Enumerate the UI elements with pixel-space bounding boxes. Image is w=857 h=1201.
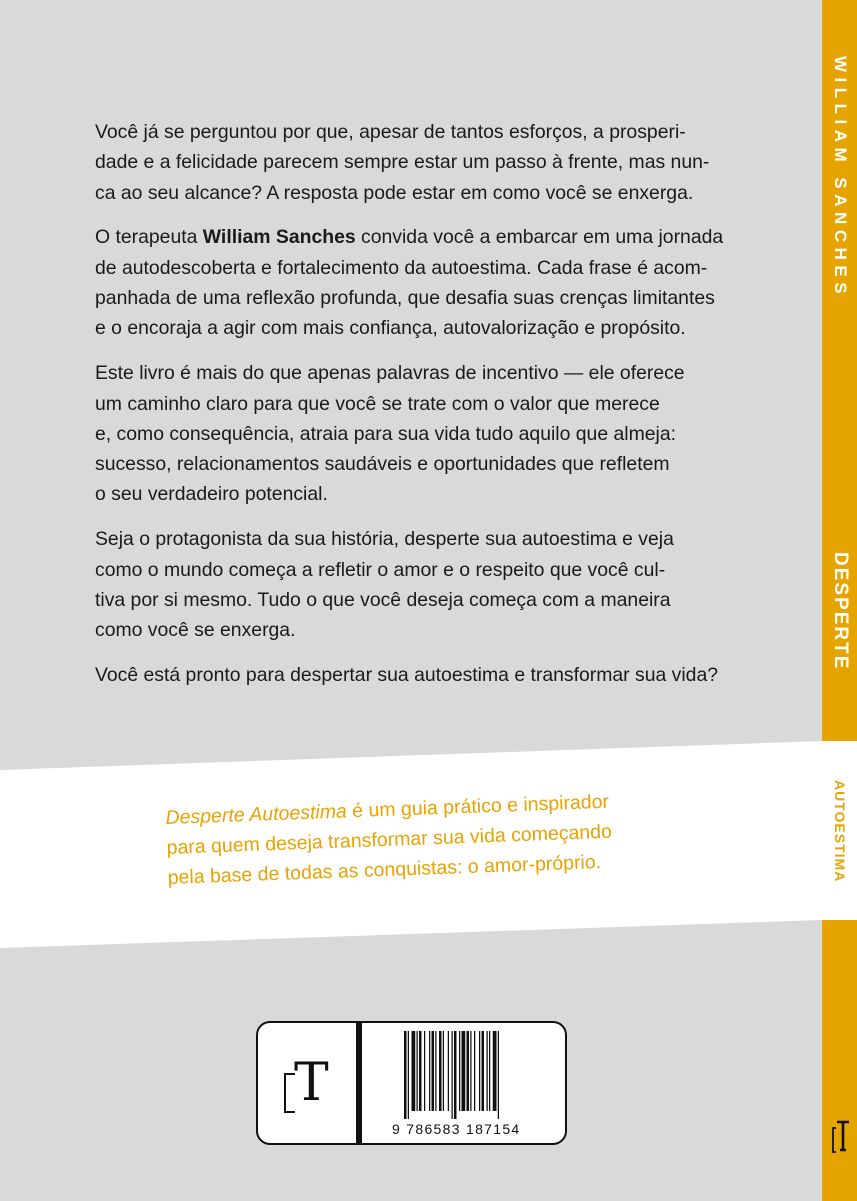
spine-publisher-logo-icon — [831, 1118, 851, 1154]
barcode-bar — [489, 1031, 490, 1111]
barcode-bar — [408, 1031, 409, 1119]
barcode-bar — [432, 1031, 435, 1111]
barcode-bar — [493, 1031, 497, 1111]
barcode-bar — [498, 1031, 499, 1119]
spine-title-autoestima: AUTOESTIMA — [832, 780, 848, 883]
barcode-bar — [470, 1031, 471, 1111]
paragraph-2: O terapeuta William Sanches convida você a embarcar em uma jornada de autodescoberta e fortalecimento da autoestima. Cada frase é acom- panhada de uma reflexão profunda, que desafia suas crenças limitantes e o encoraja a agir com mais confiança, autovalorização e propósito. — [95, 226, 724, 340]
isbn-number: 9 786583 187154 — [392, 1121, 521, 1137]
barcode-divider — [356, 1021, 362, 1145]
barcode-bar — [424, 1031, 425, 1111]
spine-author: WILLIAM SANCHES — [831, 56, 850, 300]
paragraph-3: Este livro é mais do que apenas palavras de incentivo — ele oferece um caminho claro para que você se trate com o valor que merece e, como consequência, atraia para sua vida tudo aquilo que almeja: sucesso, relacionamentos saudáveis e oportunidades que refletem o seu verdadeiro potencial. — [95, 362, 685, 506]
barcode-bar — [404, 1031, 407, 1119]
paragraph-4: Seja o protagonista da sua história, desperte sua autoestima e veja como o mundo começa a refletir o amor e o respeito que você cul- tiva por si mesmo. Tudo o que você deseja começa com a maneira como você se enxerga. — [95, 528, 674, 642]
barcode-bar — [482, 1031, 485, 1111]
barcode-bar — [462, 1031, 466, 1111]
barcode-bar — [412, 1031, 416, 1111]
paragraph-1: Você já se perguntou por que, apesar de tantos esforços, a prosperi- dade e a felicidade parecem sempre estar um passo à frente, mas nun- ca ao seu alcance? A resposta pode estar em como você se enxerga. — [95, 121, 710, 204]
synopsis-text — [95, 117, 731, 705]
barcode-bar — [454, 1031, 457, 1119]
tagline-text: Desperte Autoestima é um guia prático e inspirador para quem deseja transformar sua vida começando pela base de todas as conquistas: o amor-próprio. — [165, 790, 613, 889]
barcode-bar — [417, 1031, 418, 1111]
barcode-bar — [487, 1031, 488, 1111]
spine-title-desperte: DESPERTE — [830, 552, 851, 671]
barcode-bar — [459, 1031, 460, 1111]
barcode-bar — [419, 1031, 422, 1111]
barcode-box — [256, 1021, 567, 1145]
barcode-bar — [443, 1031, 444, 1111]
barcode-bar — [474, 1031, 475, 1111]
barcode-bar — [448, 1031, 449, 1111]
paragraph-5: Você está pronto para despertar sua autoestima e transformar sua vida? — [95, 664, 719, 687]
publisher-logo-icon: T — [284, 1061, 330, 1111]
barcode-icon — [404, 1031, 534, 1119]
author-name-bold: William Sanches — [202, 226, 356, 249]
barcode-bar — [452, 1031, 453, 1119]
barcode-bar — [479, 1031, 480, 1111]
book-title-italic: Desperte Autoestima — [165, 800, 348, 829]
barcode-bar — [429, 1031, 430, 1111]
barcode-bar — [467, 1031, 470, 1111]
barcode-bar — [435, 1031, 436, 1111]
barcode-bar — [439, 1031, 442, 1111]
